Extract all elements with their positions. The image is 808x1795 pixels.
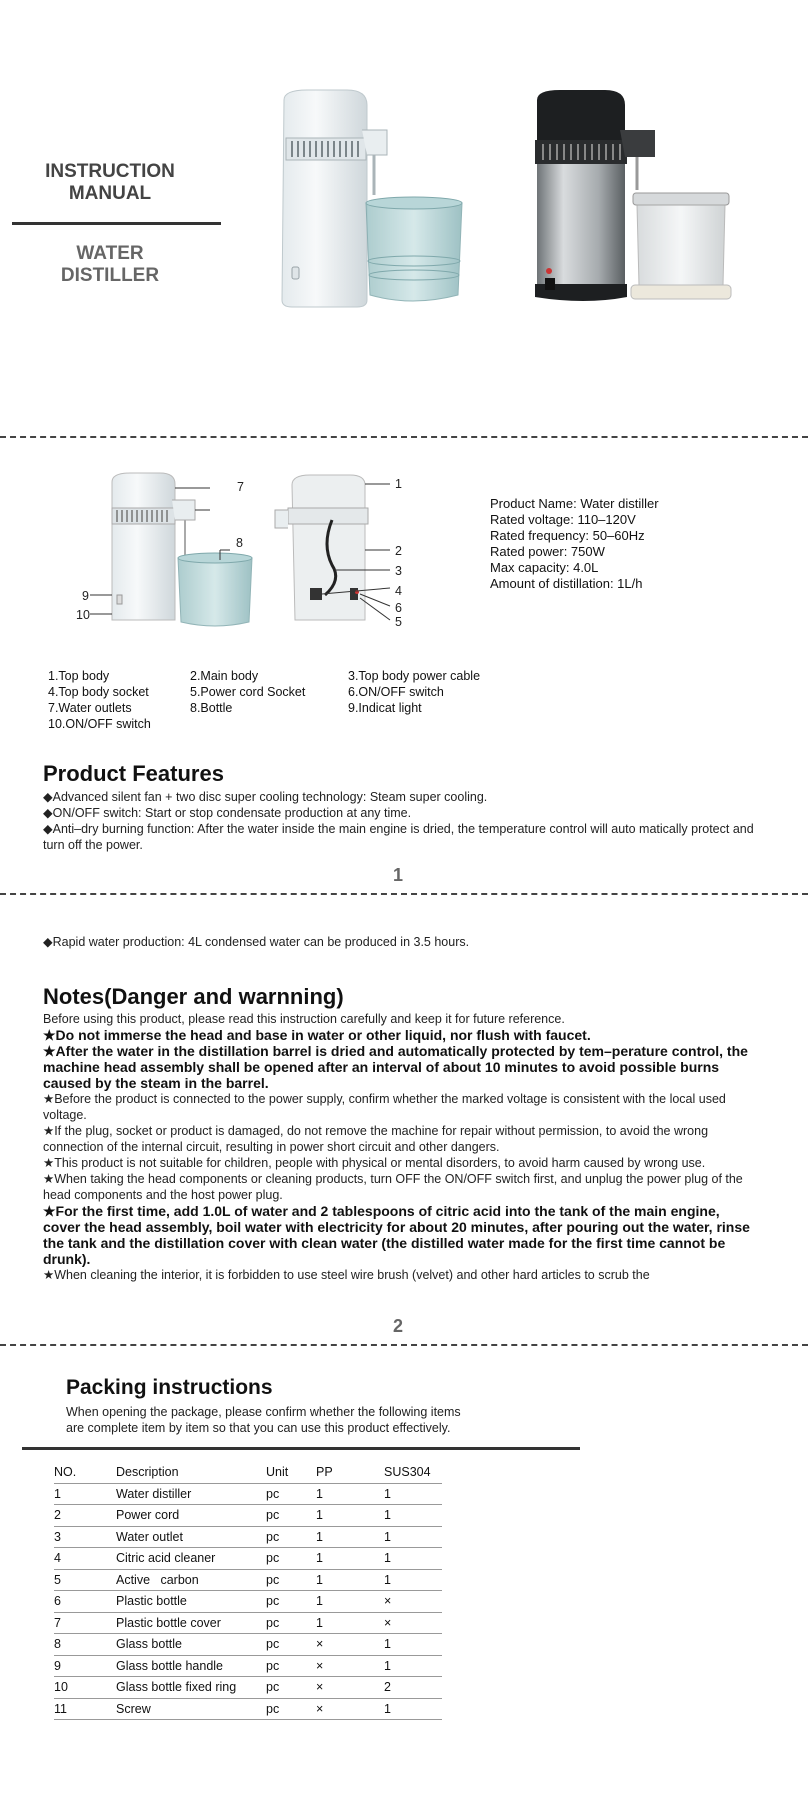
table-header-row [54, 1462, 442, 1483]
packing-table [54, 1462, 442, 1720]
part-item: 9.Indicat light [348, 701, 422, 715]
cover-subtitle-line1: WATER [76, 243, 144, 264]
part-item: 8.Bottle [190, 701, 233, 715]
cell-description: Plastic bottle [116, 1591, 266, 1613]
features-list [43, 789, 763, 853]
cell-pp: 1 [316, 1483, 384, 1505]
table-row [54, 1677, 442, 1699]
note-item: ★This product is not suitable for children, people with physical or mental disorders, to avoid harm caused by wrong use. [43, 1156, 706, 1170]
cell-description: Active carbon [116, 1569, 266, 1591]
cell-sus304: 1 [384, 1483, 442, 1505]
note-item: ★When cleaning the interior, it is forbidden to use steel wire brush (velvet) and other hard articles to scrub the [43, 1268, 650, 1282]
table-row [54, 1569, 442, 1591]
notes-intro: Before using this product, please read this instruction carefully and keep it for future reference. [43, 1012, 565, 1026]
feature-item: ◆Advanced silent fan + two disc super cooling technology: Steam super cooling. [43, 790, 488, 804]
column-header: Unit [266, 1462, 316, 1483]
column-header: SUS304 [384, 1462, 442, 1483]
cell-pp: × [316, 1655, 384, 1677]
part-item: 1.Top body [48, 669, 110, 683]
cell-pp: 1 [316, 1548, 384, 1570]
cell-no: 2 [54, 1505, 116, 1527]
cell-no: 11 [54, 1698, 116, 1720]
feature-item: ◆ON/OFF switch: Start or stop condensate production at any time. [43, 806, 412, 820]
cell-sus304: × [384, 1591, 442, 1613]
cell-unit: pc [266, 1612, 316, 1634]
spec-distillation-amount: Amount of distillation: 1L/h [490, 576, 643, 591]
part-item: 6.ON/OFF switch [348, 685, 444, 699]
table-row [54, 1548, 442, 1570]
cell-unit: pc [266, 1483, 316, 1505]
table-row [54, 1612, 442, 1634]
cell-unit: pc [266, 1505, 316, 1527]
cell-sus304: 1 [384, 1505, 442, 1527]
cell-pp: 1 [316, 1612, 384, 1634]
section-divider [0, 1344, 808, 1346]
callout-10: 10 [76, 608, 90, 622]
section-divider [0, 436, 808, 438]
table-row [54, 1526, 442, 1548]
spec-product-name: Product Name: Water distiller [490, 496, 659, 511]
cover-title-line2: MANUAL [68, 183, 152, 204]
spec-rated-voltage: Rated voltage: 110–120V [490, 512, 636, 527]
cell-description: Screw [116, 1698, 266, 1720]
cell-unit: pc [266, 1569, 316, 1591]
note-item: ★Before the product is connected to the power supply, confirm whether the marked voltage is consistent with the local used voltage. [43, 1092, 726, 1122]
page-number: 1 [393, 865, 404, 885]
note-item: ★When taking the head components or cleaning products, turn OFF the ON/OFF switch first, and unplug the power plug of the head components and the host power plug. [43, 1172, 743, 1202]
packing-intro-line1: When opening the package, please confirm whether the following items [66, 1405, 461, 1419]
part-item: 4.Top body socket [48, 685, 149, 699]
cell-sus304: 1 [384, 1655, 442, 1677]
cell-description: Water distiller [116, 1483, 266, 1505]
table-row [54, 1505, 442, 1527]
cell-unit: pc [266, 1655, 316, 1677]
cell-sus304: 1 [384, 1526, 442, 1548]
table-row [54, 1634, 442, 1656]
spec-list [490, 496, 659, 592]
callout-4: 4 [395, 584, 402, 598]
callout-2: 2 [395, 544, 402, 558]
part-item: 10.ON/OFF switch [48, 717, 151, 731]
cell-description: Plastic bottle cover [116, 1612, 266, 1634]
cell-no: 5 [54, 1569, 116, 1591]
table-row [54, 1655, 442, 1677]
note-item: ★If the plug, socket or product is damaged, do not remove the machine for repair without permission, to avoid the wrong connection of the internal circuit, resulting in power short circuit and other dangers. [43, 1124, 709, 1154]
cell-description: Citric acid cleaner [116, 1548, 266, 1570]
table-row [54, 1591, 442, 1613]
notes-heading: Notes(Danger and warnning) [43, 984, 344, 1009]
cell-unit: pc [266, 1634, 316, 1656]
cell-sus304: 1 [384, 1698, 442, 1720]
cell-sus304: × [384, 1612, 442, 1634]
cover-title-line1: INSTRUCTION [45, 161, 175, 182]
callout-5: 5 [395, 615, 402, 629]
packing-heading: Packing instructions [66, 1376, 273, 1399]
cell-sus304: 1 [384, 1634, 442, 1656]
cell-pp: 1 [316, 1569, 384, 1591]
cell-no: 8 [54, 1634, 116, 1656]
callout-3: 3 [395, 564, 402, 578]
callout-8: 8 [236, 536, 243, 550]
cell-sus304: 1 [384, 1569, 442, 1591]
cell-description: Glass bottle fixed ring [116, 1677, 266, 1699]
part-item: 2.Main body [190, 669, 259, 683]
callout-6: 6 [395, 601, 402, 615]
spec-rated-frequency: Rated frequency: 50–60Hz [490, 528, 645, 543]
packing-divider [22, 1447, 580, 1450]
cell-pp: × [316, 1634, 384, 1656]
cover-subtitle-line2: DISTILLER [60, 265, 160, 286]
cell-unit: pc [266, 1548, 316, 1570]
cell-sus304: 1 [384, 1548, 442, 1570]
cell-sus304: 2 [384, 1677, 442, 1699]
rapid-production-feature: ◆Rapid water production: 4L condensed water can be produced in 3.5 hours. [43, 935, 470, 949]
cell-description: Water outlet [116, 1526, 266, 1548]
page-number: 2 [393, 1316, 404, 1336]
packing-intro-line2: are complete item by item so that you can use this product effectively. [66, 1421, 451, 1435]
cell-no: 9 [54, 1655, 116, 1677]
column-header: PP [316, 1462, 384, 1483]
note-item: ★For the first time, add 1.0L of water and 2 tablespoons of citric acid into the tank of the main engine, cover the head assembly, boil water with electricity for about 20 minutes, after pouring out the water, rinse the tank and the distillation cover with clean water (the distilled water made for the first time cannot be drunk). [43, 1203, 750, 1267]
cell-no: 3 [54, 1526, 116, 1548]
spec-rated-power: Rated power: 750W [490, 544, 605, 559]
table-row [54, 1698, 442, 1720]
cell-unit: pc [266, 1526, 316, 1548]
cell-pp: × [316, 1677, 384, 1699]
cell-unit: pc [266, 1677, 316, 1699]
cell-unit: pc [266, 1698, 316, 1720]
cover-divider [12, 222, 221, 225]
part-item: 7.Water outlets [48, 701, 132, 715]
white-distiller-image [262, 85, 482, 315]
notes-body [43, 1011, 755, 1283]
table-row [54, 1483, 442, 1505]
parts-legend [48, 668, 548, 732]
callout-1: 1 [395, 477, 402, 491]
cell-no: 10 [54, 1677, 116, 1699]
column-header: Description [116, 1462, 266, 1483]
spec-max-capacity: Max capacity: 4.0L [490, 560, 599, 575]
note-item: ★After the water in the distillation barrel is dried and automatically protected by tem–perature control, the machine head assembly shall be opened after an interval of about 10 minutes to avoid possible burns caused by the steam in the barrel. [43, 1043, 748, 1091]
cell-no: 4 [54, 1548, 116, 1570]
cell-description: Glass bottle handle [116, 1655, 266, 1677]
cell-pp: 1 [316, 1505, 384, 1527]
features-heading: Product Features [43, 761, 224, 786]
feature-item: ◆Anti–dry burning function: After the water inside the main engine is dried, the temperature control will auto matically protect and turn off the power. [43, 822, 754, 852]
part-item: 3.Top body power cable [348, 669, 481, 683]
cell-no: 1 [54, 1483, 116, 1505]
cell-no: 6 [54, 1591, 116, 1613]
cell-pp: 1 [316, 1591, 384, 1613]
cell-no: 7 [54, 1612, 116, 1634]
section-divider [0, 893, 808, 895]
cell-unit: pc [266, 1591, 316, 1613]
callout-9: 9 [82, 589, 89, 603]
cell-pp: 1 [316, 1526, 384, 1548]
parts-diagram [60, 470, 420, 645]
cell-description: Power cord [116, 1505, 266, 1527]
cell-pp: × [316, 1698, 384, 1720]
callout-7: 7 [237, 480, 244, 494]
cell-description: Glass bottle [116, 1634, 266, 1656]
black-distiller-image [525, 85, 755, 315]
note-item: ★Do not immerse the head and base in water or other liquid, nor flush with faucet. [43, 1027, 591, 1043]
part-item: 5.Power cord Socket [190, 685, 306, 699]
column-header: NO. [54, 1462, 116, 1483]
